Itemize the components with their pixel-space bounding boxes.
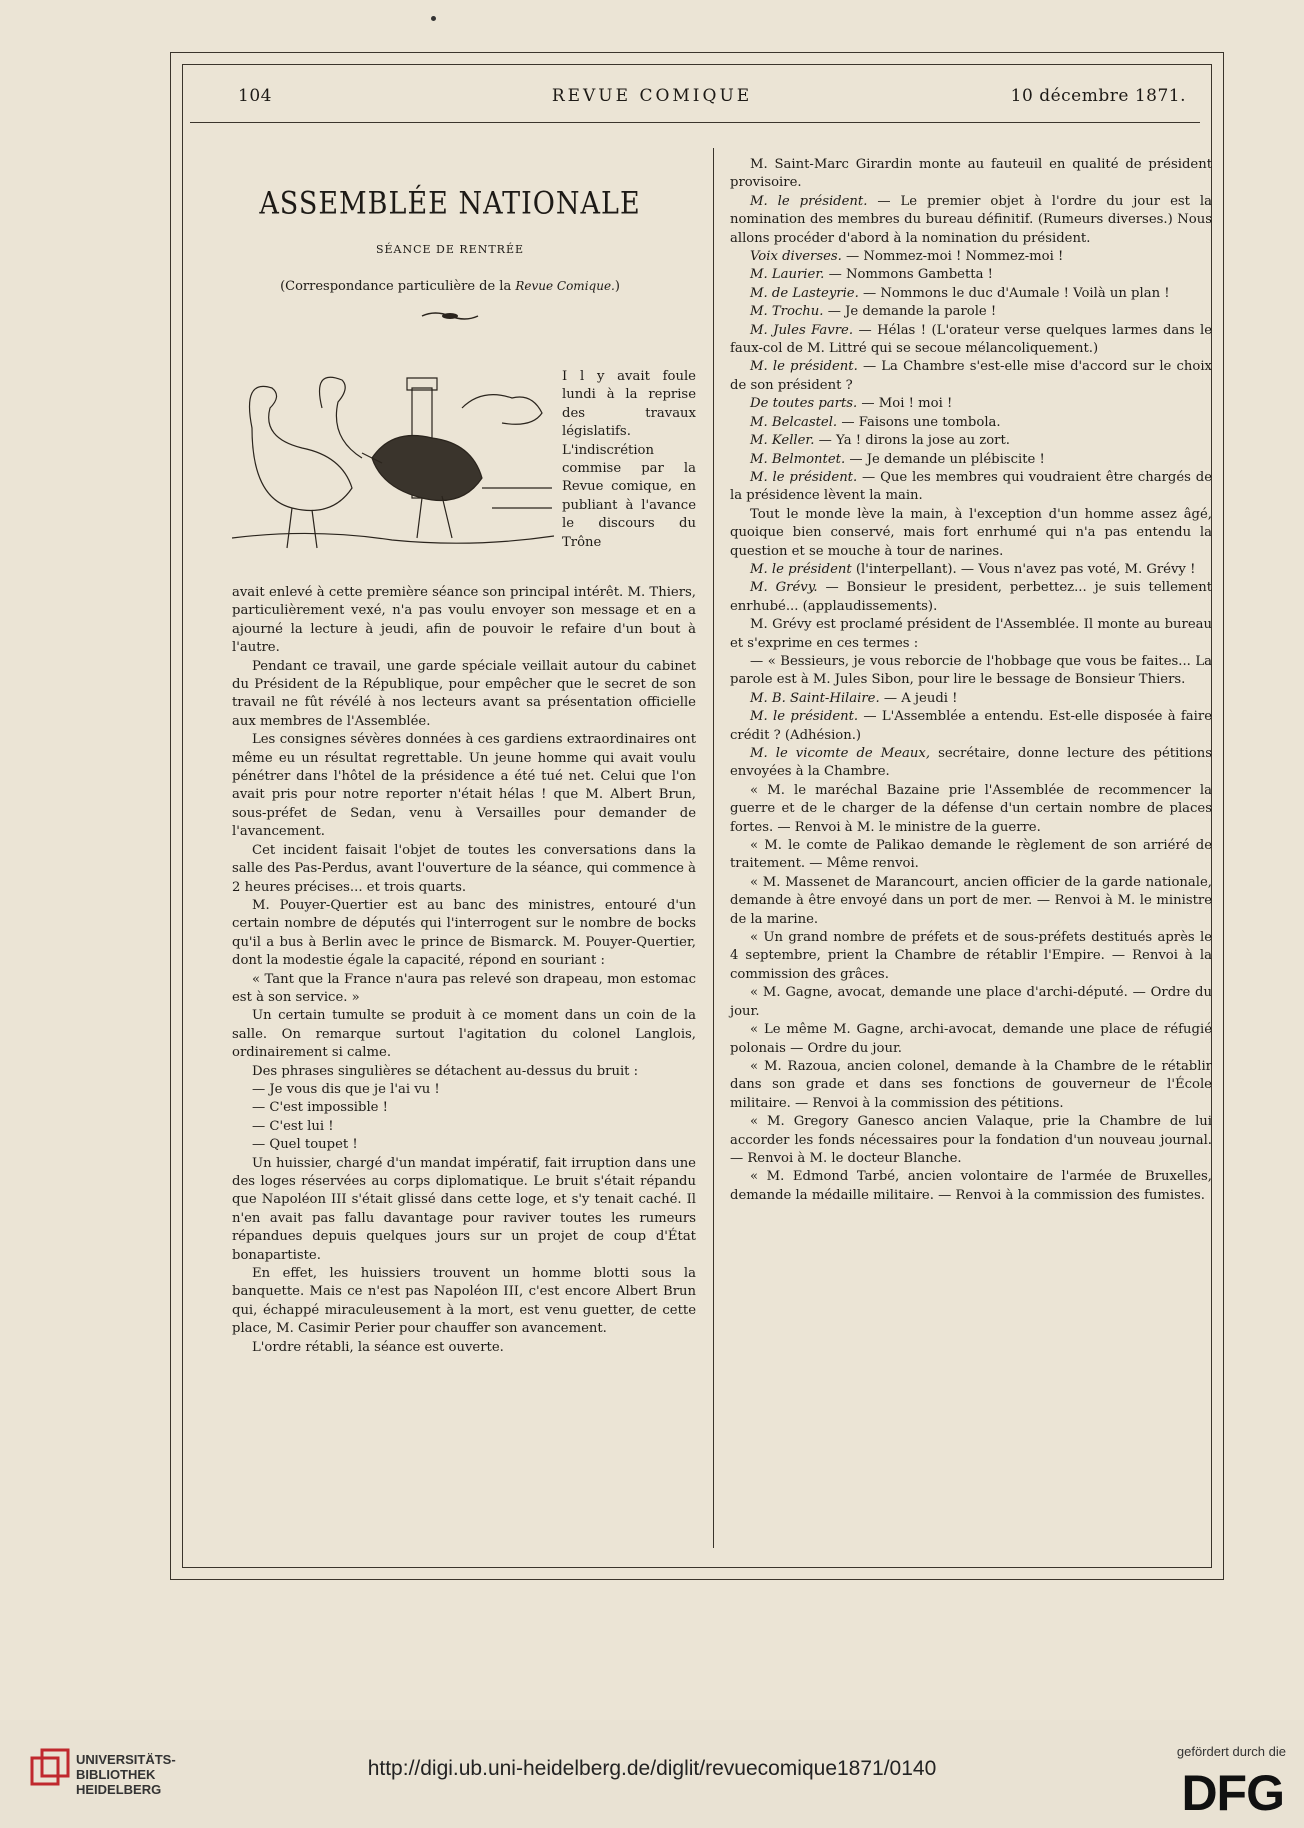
paragraph [730, 395, 1212, 413]
paragraph-text: Pendant ce travail, une garde spéciale veillait autour du cabinet du Président de la République, pour empêcher que le secret de son travail ne fût révélé à nos lecteurs avant sa présentation officielle aux membres de l'Assemblée. [232, 658, 696, 729]
paragraph-text: Les consignes sévères données à ces gardiens extraordinaires ont même eu un résultat regrettable. Un jeune homme qui avait voulu pénétrer dans l'hôtel de la présidence a été tué net. Celui que l'on avait pris pour notre reporter n'était hélas ! que M. Albert Brun, sous-préfet de Sedan, venu à Versailles pour demander de l'avancement. [232, 732, 696, 840]
journal-title: REVUE COMIQUE [551, 86, 753, 106]
paragraph-text: — Bonsieur le president, perbettez... je suis tellement enrhubé... (applaudissements). [730, 580, 1213, 614]
paragraph [730, 506, 1212, 561]
right-column [730, 156, 1212, 1205]
paragraph-text: « Le même M. Gagne, archi-avocat, demande une place de réfugié polonais — Ordre du jour. [730, 1022, 1212, 1056]
speaker-name: M. Trochu. [750, 304, 824, 320]
intro-paragraph [562, 368, 696, 552]
paragraph-text: — Nommons le duc d'Aumale ! Voilà un plan ! [858, 285, 1170, 301]
speaker-name: M. le président [750, 561, 852, 577]
paragraph [730, 1168, 1212, 1205]
paragraph-text: « Tant que la France n'aura pas relevé son drapeau, mon estomac est à son service. » [232, 971, 696, 1005]
paragraph-text: Des phrases singulières se détachent au-dessus du bruit : [252, 1063, 639, 1079]
intro-text: I l y avait foule lundi à la reprise des travaux législatifs. L'indiscrétion commise par la Revue comique, en publiant à l'avance le discours du Trône [562, 369, 696, 550]
speaker-name: M. le président. [750, 359, 858, 375]
paragraph-text: — Quel toupet ! [252, 1137, 358, 1153]
issue-date: 10 décembre 1871. [1010, 86, 1186, 106]
correspondence-italic: Revue Comique. [515, 279, 615, 293]
paragraph [730, 156, 1212, 193]
paragraph-text: « M. Edmond Tarbé, ancien volontaire de l'armée de Bruxelles, demande la médaille militaire. — Renvoi à la commission des fumistes. [730, 1169, 1212, 1203]
article-subtitle: SÉANCE DE RENTRÉE [375, 243, 525, 256]
paragraph [232, 971, 696, 1008]
paragraph-text: — Hélas ! (L'orateur verse quelques larmes dans le faux-col de M. Littré qui se secoue mélancoliquement.) [730, 322, 1213, 357]
paragraph-text: — C'est impossible ! [252, 1100, 388, 1116]
speck [431, 16, 436, 21]
paragraph [730, 984, 1212, 1021]
column-rule [713, 148, 714, 1548]
speaker-name: M. Belmontet. [750, 451, 846, 467]
paragraph [232, 1339, 696, 1357]
correspondence-prefix: (Correspondance particulière de la [280, 279, 512, 294]
paragraph [730, 579, 1212, 616]
paragraph [232, 1063, 696, 1081]
paragraph [232, 1155, 696, 1265]
paragraph [232, 1081, 696, 1099]
paragraph-text: M. Saint-Marc Girardin monte au fauteuil en qualité de président provisoire. [730, 157, 1212, 191]
paragraph-text: — Je demande la parole ! [823, 304, 997, 320]
paragraph-text: Tout le monde lève la main, à l'exception d'un homme assez âgé, quoique bien conservé, mais fort enrhumé qui n'a pas entendu la question et se mouche à tour de narines. [730, 506, 1212, 559]
correspondence-line [222, 279, 678, 294]
paragraph-text: — Nommons Gambetta ! [824, 267, 993, 283]
paragraph-text: « Un grand nombre de préfets et de sous-préfets destitués après le 4 septembre, prient la Chambre de rétablir l'Empire. — Renvoi à la commission des grâces. [730, 930, 1212, 982]
paragraph [730, 1058, 1212, 1113]
paragraph-text: « M. le maréchal Bazaine prie l'Assemblée de recommencer la guerre et de le charger de la défense d'un certain nombre de places fortes. — Renvoi à M. le ministre de la guerre. [730, 782, 1212, 835]
paragraph-text: Cet incident faisait l'objet de toutes les conversations dans la salle des Pas-Perdus, avant l'ouverture de la séance, qui commence à 2 heures précises... et trois quarts. [232, 842, 696, 895]
paragraph-text: (l'interpellant). — Vous n'avez pas voté, M. Grévy ! [851, 561, 1196, 577]
speaker-name: M. Belcastel. [750, 414, 838, 430]
paragraph [232, 842, 696, 897]
ornament-divider [420, 310, 480, 322]
paragraph [730, 358, 1212, 395]
paragraph-text: — « Bessieurs, je vous reborcie de l'hobbage que vous be faites... La parole est à M. Jules Sibon, pour lire le bessage de Bonsieur Thiers. [730, 653, 1212, 688]
paragraph [730, 837, 1212, 874]
paragraph-text: L'ordre rétabli, la séance est ouverte. [252, 1339, 504, 1355]
paragraph [232, 658, 696, 732]
library-line-1: UNIVERSITÄTS- [76, 1752, 176, 1767]
paragraph [730, 193, 1212, 248]
paragraph [730, 616, 1212, 653]
dfg-logo: DFG [1181, 1765, 1284, 1821]
paragraph-text: — Le premier objet à l'ordre du jour est la nomination des membres du bureau définitif. (Rumeurs diverses.) Nous allons procéder d'abord à la nomination du président. [730, 193, 1212, 246]
paragraph [730, 322, 1212, 359]
paragraph-text: En effet, les huissiers trouvent un homme blotti sous la banquette. Mais ce n'est pas Napoléon III, c'est encore Albert Brun qui, échappé miraculeusement à la mort, est venu guetter, de cette place, M. Casimir Perier pour chauffer son avancement. [232, 1266, 696, 1337]
paragraph [232, 1265, 696, 1339]
paragraph-text: — La Chambre s'est-elle mise d'accord sur le choix de son président ? [730, 359, 1212, 393]
paragraph-text: — Que les membres qui voudraient être chargés de la présidence lèvent la main. [730, 469, 1213, 504]
paragraph [730, 745, 1212, 782]
speaker-name: M. le président. [750, 709, 859, 725]
paragraph [730, 874, 1212, 929]
paragraph [232, 1136, 696, 1154]
paragraph [730, 1113, 1212, 1168]
permalink-url[interactable]: http://digi.ub.uni-heidelberg.de/diglit/revuecomique1871/0140 [367, 1757, 937, 1780]
paragraph-text: « M. Razoua, ancien colonel, demande à la Chambre de le rétablir dans son grade et dans ses fonctions de gouverneur de l'École militaire. — Renvoi à la commission des pétitions. [730, 1058, 1212, 1111]
paragraph [730, 782, 1212, 837]
paragraph-text: — Ya ! dirons la jose au zort. [814, 433, 1010, 449]
paragraph [730, 469, 1212, 506]
paragraph [232, 1007, 696, 1062]
funding-label: gefördert durch die [1176, 1744, 1286, 1759]
library-line-2: BIBLIOTHEK [76, 1767, 156, 1782]
paragraph-text: secrétaire, donne lecture des pétitions envoyées à la Chambre. [730, 746, 1212, 780]
speaker-name: M. Grévy. [750, 580, 818, 596]
paragraph [730, 561, 1212, 579]
paragraph-text: — Faisons une tombola. [837, 414, 1001, 430]
paragraph-text: — L'Assemblée a entendu. Est-elle disposée à faire crédit ? (Adhésion.) [730, 709, 1212, 743]
paragraph [730, 653, 1212, 690]
paragraph [730, 303, 1212, 321]
speaker-name: M. le président. [750, 469, 858, 485]
article-title: ASSEMBLÉE NATIONALE [259, 185, 641, 222]
paragraph [730, 432, 1212, 450]
paragraph-text: — A jeudi ! [879, 690, 958, 706]
speaker-name: M. Laurier. [750, 267, 825, 283]
paragraph-text: M. Pouyer-Quertier est au banc des ministres, entouré d'un certain nombre de députés qui l'interrogent sur le nombre de bocks qu'il a bus à Berlin avec le prince de Bismarck. M. Pouyer-Quertier, dont la modestie égale la capacité, répond en souriant : [232, 897, 696, 969]
paragraph-text: — Je vous dis que je l'ai vu ! [252, 1081, 440, 1097]
paragraph-text: Un huissier, chargé d'un mandat impératif, fait irruption dans une des loges réservées au corps diplomatique. Le bruit s'était répandu que Napoléon III s'était glissé dans cette loge, et s'y tenait caché. Il n'en avait pas fallu davantage pour raviver toutes les rumeurs répandues depuis quelques jours sur un projet de coup d'État bonapartiste. [232, 1155, 696, 1263]
paragraph [730, 929, 1212, 984]
paragraph-text: — Je demande un plébiscite ! [845, 451, 1045, 467]
paragraph [730, 285, 1212, 303]
speaker-name: M. le président. [750, 193, 868, 209]
paragraph [730, 248, 1212, 266]
page-number: 104 [238, 86, 272, 106]
paragraph-text: M. Grévy est proclamé président de l'Assemblée. Il monte au bureau et s'exprime en ces termes : [730, 617, 1212, 651]
speaker-name: M. B. Saint-Hilaire. [750, 690, 880, 706]
paragraph-text: — Moi ! moi ! [857, 396, 953, 412]
speaker-name: M. de Lasteyrie. [750, 285, 859, 301]
paragraph [730, 690, 1212, 708]
paragraph-text: « M. Massenet de Marancourt, ancien officier de la garde nationale, demande à être envoyé dans un port de mer. — Renvoi à M. le ministre de la marine. [730, 874, 1212, 927]
paragraph-text: — C'est lui ! [252, 1118, 334, 1134]
paragraph [232, 1099, 696, 1117]
paragraph [730, 266, 1212, 284]
paragraph [232, 1118, 696, 1136]
paragraph [232, 731, 696, 841]
paragraph-text: — Nommez-moi ! Nommez-moi ! [841, 249, 1064, 265]
library-line-3: HEIDELBERG [76, 1782, 162, 1797]
paragraph [232, 897, 696, 971]
paragraph-text: avait enlevé à cette première séance son principal intérêt. M. Thiers, particulièrement vexé, n'a pas voulu envoyer son message et en a ajourné la lecture à jeudi, afin de pouvoir le refaire d'un bout à l'autre. [232, 585, 696, 656]
correspondence-suffix: ) [614, 279, 620, 294]
paragraph-text: Un certain tumulte se produit à ce moment dans un coin de la salle. On remarque surtout l'agitation du colonel Langlois, ordinairement si calme. [232, 1008, 696, 1061]
speaker-name: M. Jules Favre. [750, 322, 854, 338]
left-column [232, 584, 696, 1357]
speaker-name: Voix diverses. [750, 249, 842, 265]
paragraph [730, 451, 1212, 469]
paragraph-text: « M. le comte de Palikao demande le règlement de son arriéré de traitement. — Même renvoi. [730, 838, 1212, 872]
paragraph [730, 1021, 1212, 1058]
header-rule [190, 122, 1200, 123]
speaker-name: De toutes parts. [750, 396, 858, 412]
paragraph-text: « M. Gagne, avocat, demande une place d'archi-député. — Ordre du jour. [730, 985, 1212, 1019]
swans-illustration [232, 368, 554, 558]
speaker-name: M. le vicomte de Meaux, [750, 746, 931, 761]
paragraph [730, 414, 1212, 432]
paragraph [232, 584, 696, 658]
paragraph [730, 708, 1212, 745]
paragraph-text: « M. Gregory Ganesco ancien Valaque, prie la Chambre de lui accorder les fonds nécessaires pour la fondation d'un nouveau journal. — Renvoi à M. le docteur Blanche. [730, 1114, 1212, 1166]
speaker-name: M. Keller. [750, 433, 815, 449]
